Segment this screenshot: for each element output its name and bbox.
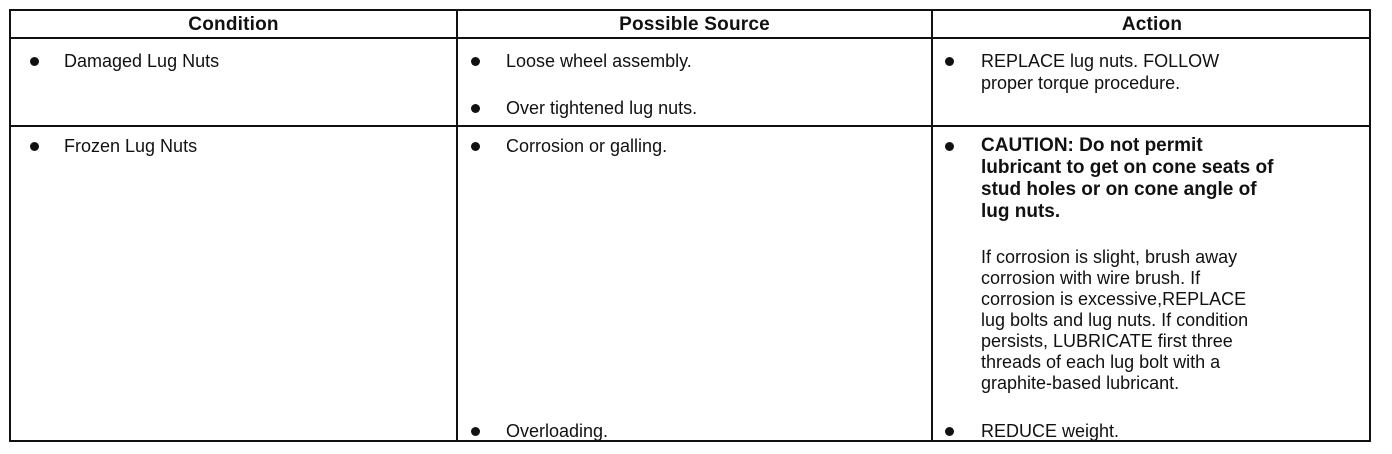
bullet-icon bbox=[945, 57, 954, 66]
instruction-line: persists, LUBRICATE first three bbox=[981, 331, 1233, 351]
caution-line: stud holes or on cone angle of bbox=[981, 179, 1257, 200]
column-divider-2 bbox=[931, 11, 933, 440]
instruction-line: threads of each lug bolt with a bbox=[981, 352, 1221, 372]
bullet-icon bbox=[471, 57, 480, 66]
column-header-possible-source: Possible Source bbox=[619, 14, 770, 35]
source-item: Loose wheel assembly. bbox=[506, 51, 692, 71]
instruction-line: corrosion with wire brush. If bbox=[981, 268, 1201, 288]
bullet-icon bbox=[945, 427, 954, 436]
source-item: Overloading. bbox=[506, 421, 609, 441]
bullet-icon bbox=[471, 427, 480, 436]
source-item: Over tightened lug nuts. bbox=[506, 98, 698, 118]
instruction-line: graphite-based lubricant. bbox=[981, 373, 1180, 393]
condition-label: Frozen Lug Nuts bbox=[64, 136, 198, 156]
condition-label: Damaged Lug Nuts bbox=[64, 51, 220, 71]
action-line: REPLACE lug nuts. FOLLOW bbox=[981, 51, 1220, 71]
column-divider-1 bbox=[456, 11, 458, 440]
caution-line: lug nuts. bbox=[981, 201, 1061, 222]
row-divider bbox=[11, 125, 1369, 127]
instruction-line: lug bolts and lug nuts. If condition bbox=[981, 310, 1249, 330]
source-item: Corrosion or galling. bbox=[506, 136, 668, 156]
caution-line: CAUTION: Do not permit bbox=[981, 135, 1203, 156]
diagnosis-table bbox=[9, 9, 1371, 442]
bullet-icon bbox=[471, 142, 480, 151]
bullet-icon bbox=[945, 142, 954, 151]
instruction-line: corrosion is excessive,REPLACE bbox=[981, 289, 1247, 309]
column-header-action: Action bbox=[1121, 14, 1183, 35]
caution-line: lubricant to get on cone seats of bbox=[981, 157, 1274, 178]
action-line: proper torque procedure. bbox=[981, 73, 1181, 93]
action-line: REDUCE weight. bbox=[981, 421, 1120, 441]
bullet-icon bbox=[30, 57, 39, 66]
column-header-condition: Condition bbox=[188, 14, 279, 35]
instruction-line: If corrosion is slight, brush away bbox=[981, 247, 1238, 267]
bullet-icon bbox=[30, 142, 39, 151]
bullet-icon bbox=[471, 104, 480, 113]
